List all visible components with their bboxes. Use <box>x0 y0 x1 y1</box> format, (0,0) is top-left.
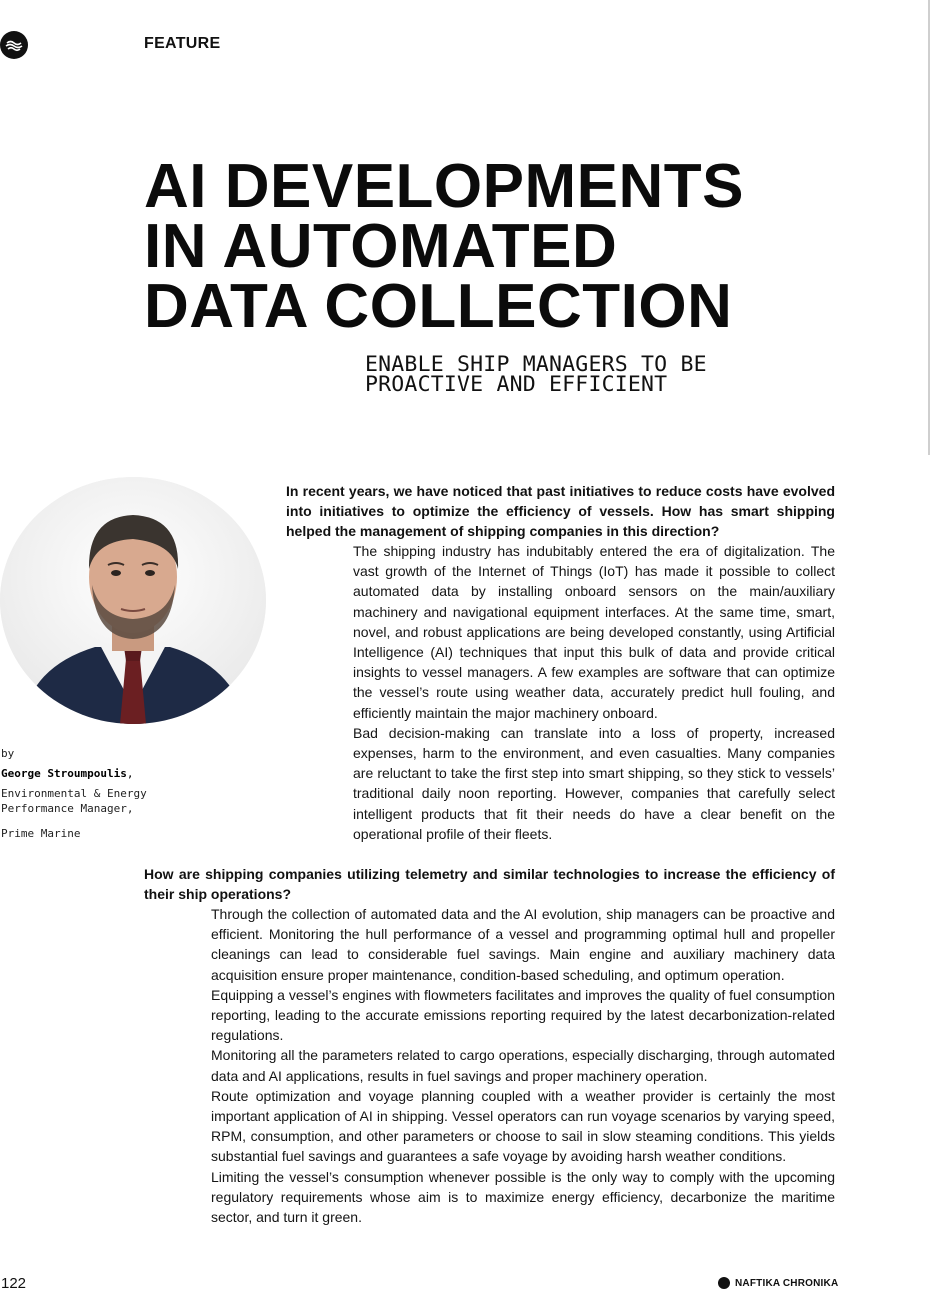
section-label: FEATURE <box>144 35 221 52</box>
author-photo-illustration <box>0 477 266 724</box>
footer-brand <box>718 1277 838 1289</box>
byline-prefix: by <box>1 747 15 760</box>
interview-question-2: How are shipping companies utilizing telemetry and similar technologies to increase the efficiency of their ship operations? <box>144 866 835 902</box>
subtitle-line: ENABLE SHIP MANAGERS TO BE <box>365 352 707 377</box>
interview-answer-1 <box>353 541 835 844</box>
title-line: AI DEVELOPMENTS <box>144 152 745 221</box>
answer-paragraph: Limiting the vessel’s consumption whenever possible is the only way to comply with the upcoming regulatory requirements whose aim is to maximize energy efficiency, decarbonize the maritime sector, and turn it green. <box>211 1168 835 1226</box>
answer-paragraph: Equipping a vessel’s engines with flowmeters facilitates and improves the quality of fuel consumption reporting, leading to the accurate emissions reporting required by the latest decarbonization-related regulations. <box>211 986 835 1044</box>
answer-paragraph: Through the collection of automated data and the AI evolution, ship managers can be proactive and efficient. Monitoring the hull performance of a vessel and programming optimal hull and propeller cleanings can lead to considerable fuel savings. Main engine and auxiliary machinery data acquisition ensure proper maintenance, condition-based scheduling, and optimum operation. <box>211 906 835 983</box>
title-line: DATA COLLECTION <box>144 272 733 341</box>
subtitle-line: PROACTIVE AND EFFICIENT <box>365 372 668 397</box>
interview-answer-2 <box>211 904 835 1227</box>
answer-paragraph: Monitoring all the parameters related to cargo operations, especially discharging, through automated data and AI applications, results in fuel savings and proper machinery operation. <box>211 1047 835 1084</box>
author-company: Prime Marine <box>1 827 81 840</box>
brand-name: NAFTIKA CHRONIKA <box>735 1277 839 1289</box>
author-role-line: Performance Manager, <box>1 802 134 815</box>
interview-question-1: In recent years, we have noticed that past initiatives to reduce costs have evolved into initiatives to optimize the efficiency of vessels. How has smart shipping helped the management of shipping companies in this direction? <box>286 483 835 539</box>
author-name-text: George Stroumpoulis <box>1 767 127 780</box>
answer-paragraph: The shipping industry has indubitably entered the era of digitalization. The vast growth of the Internet of Things (IoT) has made it possible to collect automated data by installing onboard sensors on the main/auxiliary machinery and navigational equipment interfaces. At the same time, smart, novel, and robust applications are being developed constantly, using Artificial Intelligence (AI) techniques that input this bulk of data and provide critical insights to vessel managers. A few examples are software that can optimize the vessel’s route using weather data, accurately predict hull fouling, and efficiently maintain the major machinery onboard. <box>353 543 835 721</box>
answer-paragraph: Bad decision-making can translate into a loss of property, increased expenses, harm to the environment, and even casualties. Many companies are reluctant to take the first step into smart shipping, so they stick to vessels’ traditional daily noon reporting. However, companies that carefully select intelligent products that fit their needs do have a clear benefit on the operational profile of their fleets. <box>353 724 835 842</box>
wave-mark-icon <box>0 31 28 59</box>
magazine-logo-icon <box>0 31 28 59</box>
author-role-line: Environmental & Energy <box>1 787 147 800</box>
author-name: George Stroumpoulis, <box>1 767 134 780</box>
page-number: 122 <box>1 1275 27 1292</box>
author-portrait <box>0 477 266 724</box>
page-edge-divider <box>928 0 930 455</box>
author-role <box>1 786 161 816</box>
title-line: IN AUTOMATED <box>144 212 618 281</box>
article-title <box>144 152 844 341</box>
article-subtitle <box>365 352 845 397</box>
answer-paragraph: Route optimization and voyage planning coupled with a weather provider is certainly the most important application of AI in shipping. Vessel operators can run voyage scenarios by varying speed, RPM, consumption, and other parameters or choose to sail in slow steaming conditions. This yields substantial fuel savings and guarantees a safe voyage by avoiding harsh weather conditions. <box>211 1087 835 1165</box>
author-byline <box>1 746 161 842</box>
brand-logo-icon <box>718 1277 730 1289</box>
